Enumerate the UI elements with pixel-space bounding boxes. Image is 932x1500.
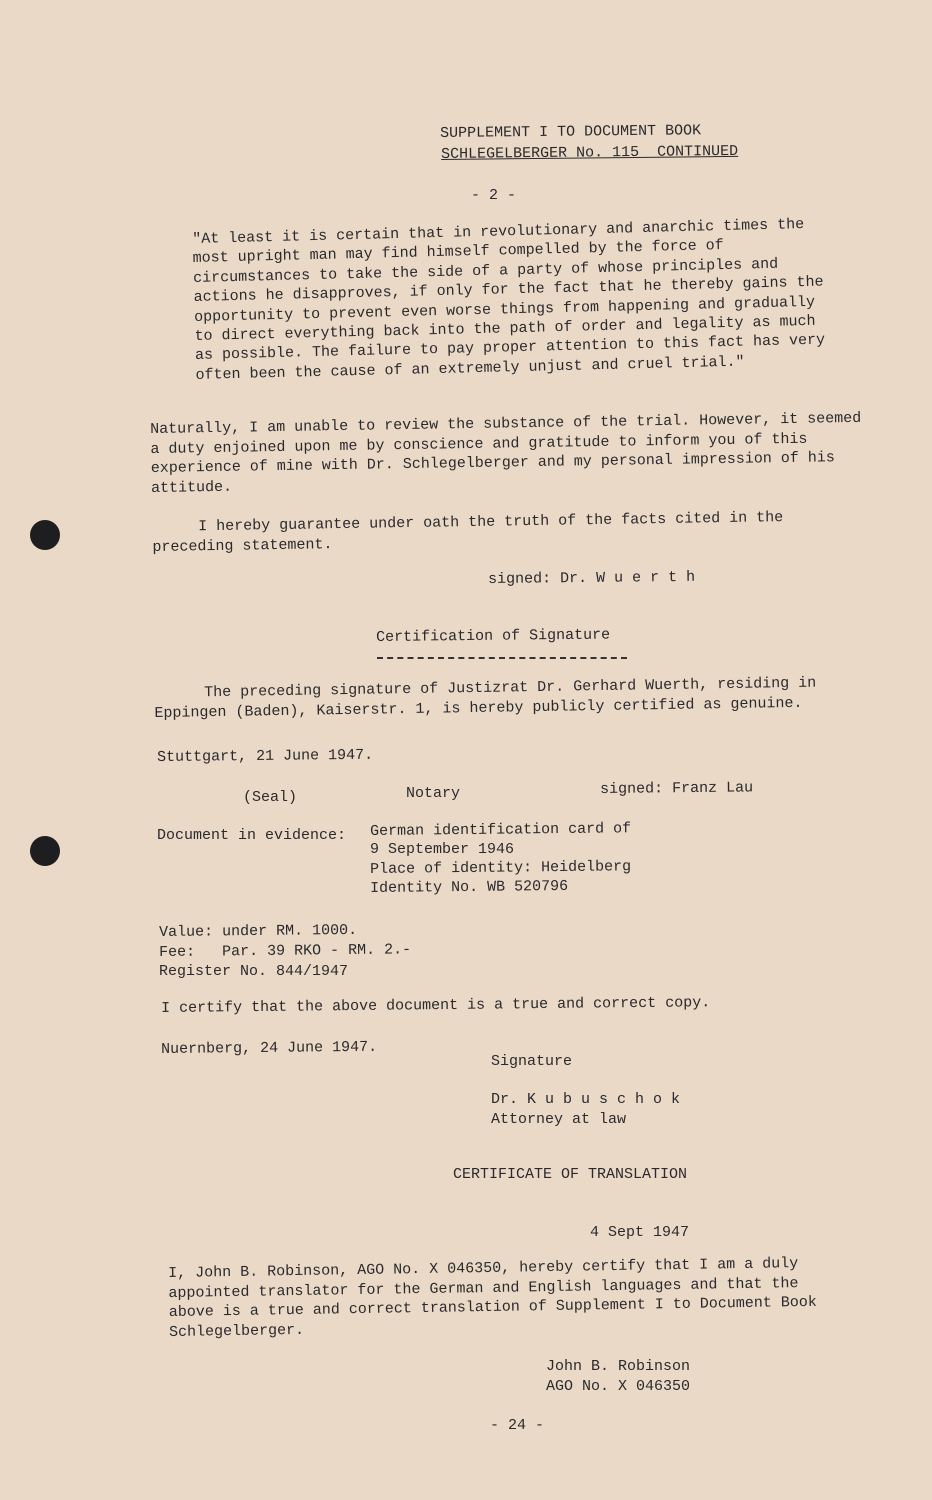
translator-name: John B. Robinson — [546, 1358, 691, 1375]
seal-label: (Seal) — [243, 789, 298, 806]
notary-signed: signed: Franz Lau — [600, 779, 754, 798]
header-subtitle: SCHLEGELBERGER No. 115 CONTINUED — [441, 142, 739, 163]
value-line: Value: under RM. 1000. — [159, 921, 358, 941]
footer-page-number: - 24 - — [490, 1417, 545, 1434]
page-marker: - 2 - — [471, 187, 517, 204]
kubuschok-name: Dr. K u b u s c h o k — [491, 1091, 681, 1108]
signed-wuerth: signed: Dr. W u e r t h — [488, 568, 696, 588]
translation-title: CERTIFICATE OF TRANSLATION — [453, 1166, 688, 1183]
nuernberg-date: Nuernberg, 24 June 1947. — [161, 1038, 378, 1058]
evidence-line-2: 9 September 1946 — [370, 841, 515, 858]
naturally-paragraph: Naturally, I am unable to review the substance of the trial. However, it seemed a duty enjoined upon me by conscience and gratitude to inform you of this experience of mine with Dr. Schlegelberger and my personal impression of his attitude. — [150, 409, 862, 497]
translator-ago: AGO No. X 046350 — [546, 1378, 691, 1395]
header-title: SUPPLEMENT I TO DOCUMENT BOOK — [440, 122, 702, 142]
copy-certification: I certify that the above document is a true and correct copy. — [161, 994, 711, 1017]
stuttgart-date: Stuttgart, 21 June 1947. — [157, 746, 374, 766]
punch-hole-bottom — [30, 836, 60, 866]
evidence-line-3: Place of identity: Heidelberg — [370, 858, 632, 878]
translation-date: 4 Sept 1947 — [590, 1224, 690, 1241]
register-line: Register No. 844/1947 — [159, 963, 349, 980]
translation-text: I, John B. Robinson, AGO No. X 046350, hereby certify that I am a duly appointed translator for the German and English languages and that the above is a true and correct translation of Supplement I to Document Book Schlegelberger. — [168, 1255, 817, 1341]
guarantee-paragraph: I hereby guarantee under oath the truth of the facts cited in the preceding statement. — [152, 509, 784, 556]
evidence-label: Document in evidence: — [157, 827, 347, 844]
certification-title-rule — [377, 657, 627, 659]
notary-label: Notary — [406, 785, 461, 802]
evidence-line-1: German identification card of — [370, 820, 632, 840]
fee-line: Fee: Par. 39 RKO - RM. 2.- — [159, 941, 412, 961]
evidence-line-4: Identity No. WB 520796 — [370, 877, 569, 897]
attorney-title: Attorney at law — [491, 1111, 627, 1128]
signature-label: Signature — [491, 1053, 573, 1070]
certification-text: The preceding signature of Justizrat Dr. Gerhard Wuerth, residing in Eppingen (Baden), Kaiserstr. 1, is hereby publicly certified as genuine. — [154, 674, 817, 722]
quote-paragraph: "At least it is certain that in revolutionary and anarchic times the most upright man may find himself compelled by the force of circumstances to take the side of a party of whose principles and actions he disapproves, if only for the fact that he thereby gains the opportunity to prevent even worse things from happening and gradually to direct everything back into the path of order and legality as much as possible. The failure to pay proper attention to this fact has very often been the cause of an extremely unjust and cruel trial." — [192, 216, 826, 384]
certification-title: Certification of Signature — [376, 626, 611, 646]
punch-hole-top — [30, 520, 60, 550]
